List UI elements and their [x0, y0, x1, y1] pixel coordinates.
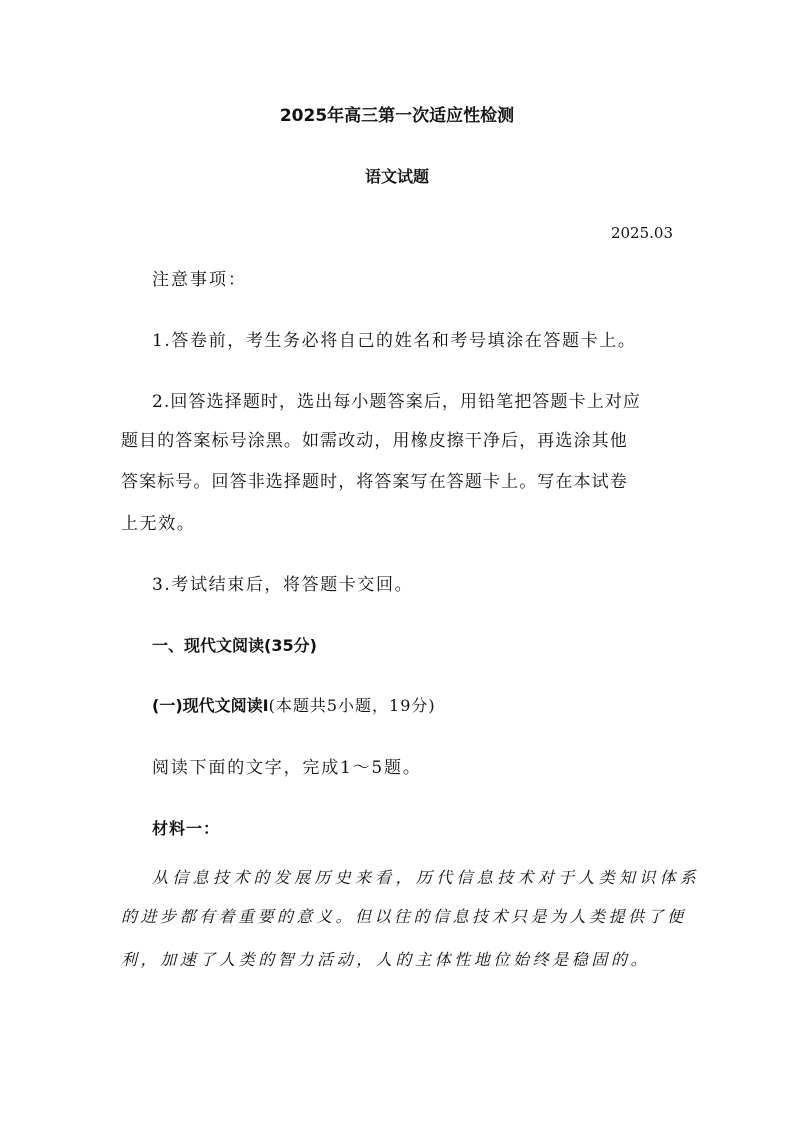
- notice-item-2-line-4: 上无效。: [121, 514, 196, 534]
- notice-item-2-line-2: 题目的答案标号涂黑。如需改动，用橡皮擦干净后，再选涂其他: [121, 431, 628, 451]
- subsection-heading: [152, 694, 436, 718]
- subsection-detail: (本题共5小题，19分): [268, 696, 436, 715]
- exam-date: 2025.03: [610, 224, 673, 242]
- subsection-title: (一)现代文阅读Ⅰ: [152, 696, 269, 715]
- notice-item-2-line-3: 答案标号。回答非选择题时，将答案写在答题卡上。写在本试卷: [121, 472, 628, 492]
- material-line-3: 利，加速了人类的智力活动，人的主体性地位始终是稳固的。: [121, 950, 651, 969]
- material-label: 材料一：: [152, 819, 221, 838]
- exam-subtitle: 语文试题: [364, 167, 429, 186]
- notice-item-2-line-1: 2.回答选择题时，选出每小题答案后，用铅笔把答题卡上对应: [152, 392, 642, 412]
- material-line-1: 从信息技术的发展历史来看，历代信息技术对于人类知识体系: [152, 868, 701, 887]
- notice-heading: 注意事项：: [152, 270, 247, 290]
- notice-item-1: 1.答卷前，考生务必将自己的姓名和考号填涂在答题卡上。: [152, 331, 637, 351]
- notice-item-3: 3.考试结束后，将答题卡交回。: [152, 575, 414, 595]
- exam-title: 2025年高三第一次适应性检测: [279, 106, 515, 126]
- material-line-2: 的进步都有着重要的意义。但以往的信息技术只是为人类提供了便: [121, 907, 687, 926]
- reading-instruction: 阅读下面的文字，完成1～5题。: [152, 758, 422, 778]
- section-heading: 一、现代文阅读(35分): [152, 636, 317, 655]
